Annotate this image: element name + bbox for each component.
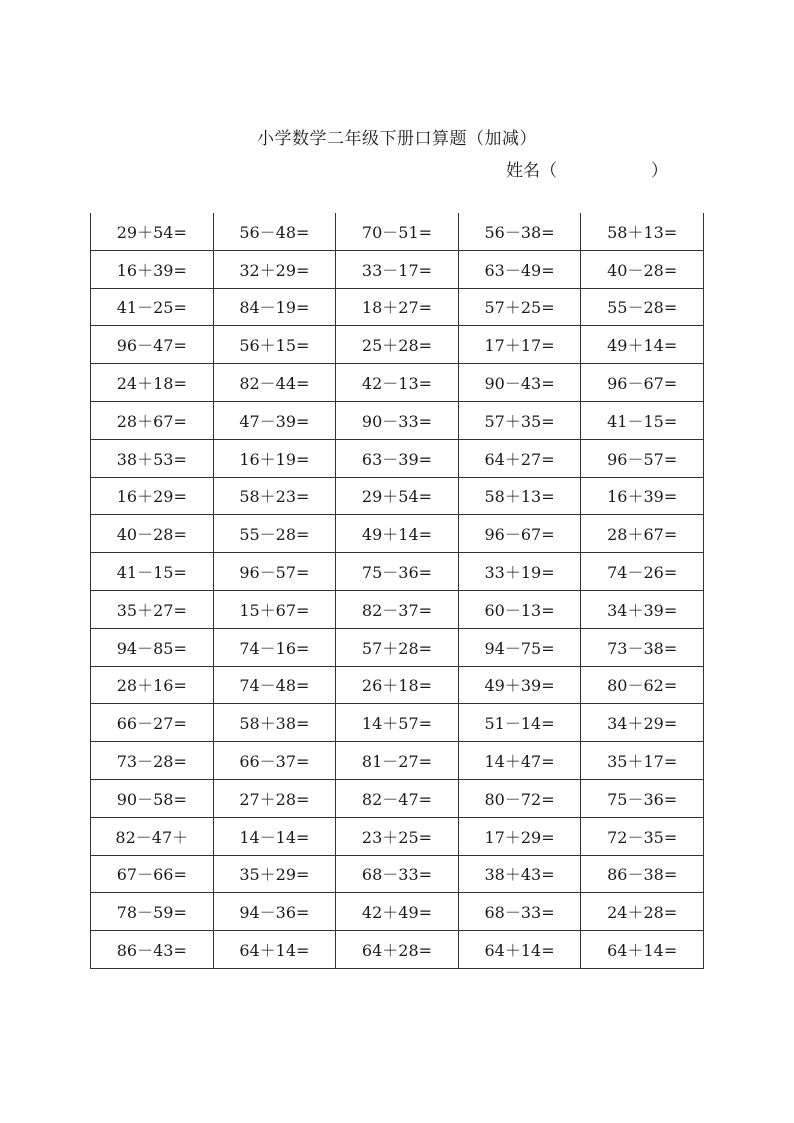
problem-cell: 57＋25= [458, 288, 581, 326]
problem-cell: 66－37= [213, 742, 336, 780]
problem-row [91, 742, 704, 780]
problem-row [91, 931, 704, 969]
problem-cell: 35＋29= [213, 855, 336, 893]
problem-cell: 80－62= [581, 666, 704, 704]
problem-cell: 90－33= [336, 401, 459, 439]
problem-row [91, 250, 704, 288]
problem-cell: 68－33= [336, 855, 459, 893]
problem-cell: 35＋27= [91, 590, 214, 628]
problem-row [91, 628, 704, 666]
problem-cell: 64＋27= [458, 439, 581, 477]
problem-cell: 16＋39= [91, 250, 214, 288]
name-label: 姓名（ [506, 161, 557, 181]
problem-cell: 17＋17= [458, 326, 581, 364]
problem-cell: 82－44= [213, 364, 336, 402]
problem-cell: 73－38= [581, 628, 704, 666]
problem-cell: 33－17= [336, 250, 459, 288]
problem-cell: 23＋25= [336, 817, 459, 855]
name-field [506, 156, 668, 181]
problem-cell: 56－48= [213, 213, 336, 250]
problem-cell: 49＋39= [458, 666, 581, 704]
problem-cell: 35＋17= [581, 742, 704, 780]
problem-cell: 42－13= [336, 364, 459, 402]
problem-row [91, 288, 704, 326]
problem-cell: 49＋14= [336, 515, 459, 553]
problem-row [91, 590, 704, 628]
problem-cell: 74－48= [213, 666, 336, 704]
name-close-paren: ） [651, 161, 668, 181]
problem-cell: 63－49= [458, 250, 581, 288]
problem-row [91, 477, 704, 515]
problem-row [91, 515, 704, 553]
problem-cell: 80－72= [458, 779, 581, 817]
problem-cell: 40－28= [581, 250, 704, 288]
problem-cell: 28＋16= [91, 666, 214, 704]
problem-cell: 18＋27= [336, 288, 459, 326]
problem-cell: 64＋14= [581, 931, 704, 969]
problem-table [90, 213, 704, 969]
problem-cell: 82－47＋ [91, 817, 214, 855]
problem-row [91, 704, 704, 742]
problem-cell: 16＋29= [91, 477, 214, 515]
problem-cell: 63－39= [336, 439, 459, 477]
problem-row [91, 817, 704, 855]
problem-row [91, 855, 704, 893]
problem-cell: 84－19= [213, 288, 336, 326]
problem-cell: 82－47= [336, 779, 459, 817]
problem-cell: 58＋23= [213, 477, 336, 515]
problem-cell: 24＋28= [581, 893, 704, 931]
problem-cell: 24＋18= [91, 364, 214, 402]
problem-cell: 78－59= [91, 893, 214, 931]
problem-cell: 60－13= [458, 590, 581, 628]
problem-cell: 96－67= [458, 515, 581, 553]
worksheet-title: 小学数学二年级下册口算题（加减） [257, 129, 537, 149]
problem-cell: 86－38= [581, 855, 704, 893]
problem-cell: 81－27= [336, 742, 459, 780]
problem-row [91, 401, 704, 439]
problem-cell: 90－58= [91, 779, 214, 817]
problem-cell: 74－26= [581, 553, 704, 591]
problem-cell: 64＋14= [213, 931, 336, 969]
problem-cell: 86－43= [91, 931, 214, 969]
problem-cell: 96－57= [213, 553, 336, 591]
problem-cell: 47－39= [213, 401, 336, 439]
problem-cell: 55－28= [581, 288, 704, 326]
problem-cell: 40－28= [91, 515, 214, 553]
problem-cell: 41－15= [581, 401, 704, 439]
problem-row [91, 326, 704, 364]
problem-cell: 94－85= [91, 628, 214, 666]
problem-cell: 28＋67= [91, 401, 214, 439]
problem-cell: 72－35= [581, 817, 704, 855]
problem-cell: 96－47= [91, 326, 214, 364]
problem-cell: 51－14= [458, 704, 581, 742]
problem-cell: 94－36= [213, 893, 336, 931]
problem-cell: 57＋35= [458, 401, 581, 439]
problem-cell: 49＋14= [581, 326, 704, 364]
problem-cell: 16＋19= [213, 439, 336, 477]
problem-cell: 25＋28= [336, 326, 459, 364]
problem-cell: 14＋47= [458, 742, 581, 780]
problem-cell: 27＋28= [213, 779, 336, 817]
problem-cell: 29＋54= [336, 477, 459, 515]
problem-cell: 58＋13= [581, 213, 704, 250]
problem-row [91, 779, 704, 817]
problem-cell: 14－14= [213, 817, 336, 855]
problem-cell: 33＋19= [458, 553, 581, 591]
problem-cell: 67－66= [91, 855, 214, 893]
problem-cell: 15＋67= [213, 590, 336, 628]
problem-row [91, 666, 704, 704]
problem-row [91, 553, 704, 591]
problem-cell: 42＋49= [336, 893, 459, 931]
problem-cell: 41－25= [91, 288, 214, 326]
problem-cell: 38＋53= [91, 439, 214, 477]
problem-cell: 34＋39= [581, 590, 704, 628]
problem-cell: 96－57= [581, 439, 704, 477]
problem-cell: 57＋28= [336, 628, 459, 666]
problem-cell: 58＋13= [458, 477, 581, 515]
problem-cell: 41－15= [91, 553, 214, 591]
problem-cell: 32＋29= [213, 250, 336, 288]
problem-cell: 75－36= [336, 553, 459, 591]
problem-cell: 96－67= [581, 364, 704, 402]
problem-row [91, 439, 704, 477]
problem-cell: 34＋29= [581, 704, 704, 742]
problem-cell: 70－51= [336, 213, 459, 250]
problem-cell: 14＋57= [336, 704, 459, 742]
problem-cell: 75－36= [581, 779, 704, 817]
problem-cell: 68－33= [458, 893, 581, 931]
problem-cell: 74－16= [213, 628, 336, 666]
problem-cell: 82－37= [336, 590, 459, 628]
problem-row [91, 213, 704, 250]
problem-cell: 94－75= [458, 628, 581, 666]
problem-cell: 29＋54= [91, 213, 214, 250]
problem-table-body [91, 213, 704, 968]
problem-cell: 38＋43= [458, 855, 581, 893]
problem-cell: 26＋18= [336, 666, 459, 704]
problem-cell: 56－38= [458, 213, 581, 250]
problem-row [91, 364, 704, 402]
problem-row [91, 893, 704, 931]
problem-cell: 64＋28= [336, 931, 459, 969]
problem-cell: 28＋67= [581, 515, 704, 553]
problem-cell: 16＋39= [581, 477, 704, 515]
problem-cell: 73－28= [91, 742, 214, 780]
problem-cell: 56＋15= [213, 326, 336, 364]
problem-cell: 66－27= [91, 704, 214, 742]
problem-cell: 58＋38= [213, 704, 336, 742]
problem-cell: 17＋29= [458, 817, 581, 855]
problem-cell: 90－43= [458, 364, 581, 402]
problem-cell: 64＋14= [458, 931, 581, 969]
problem-cell: 55－28= [213, 515, 336, 553]
